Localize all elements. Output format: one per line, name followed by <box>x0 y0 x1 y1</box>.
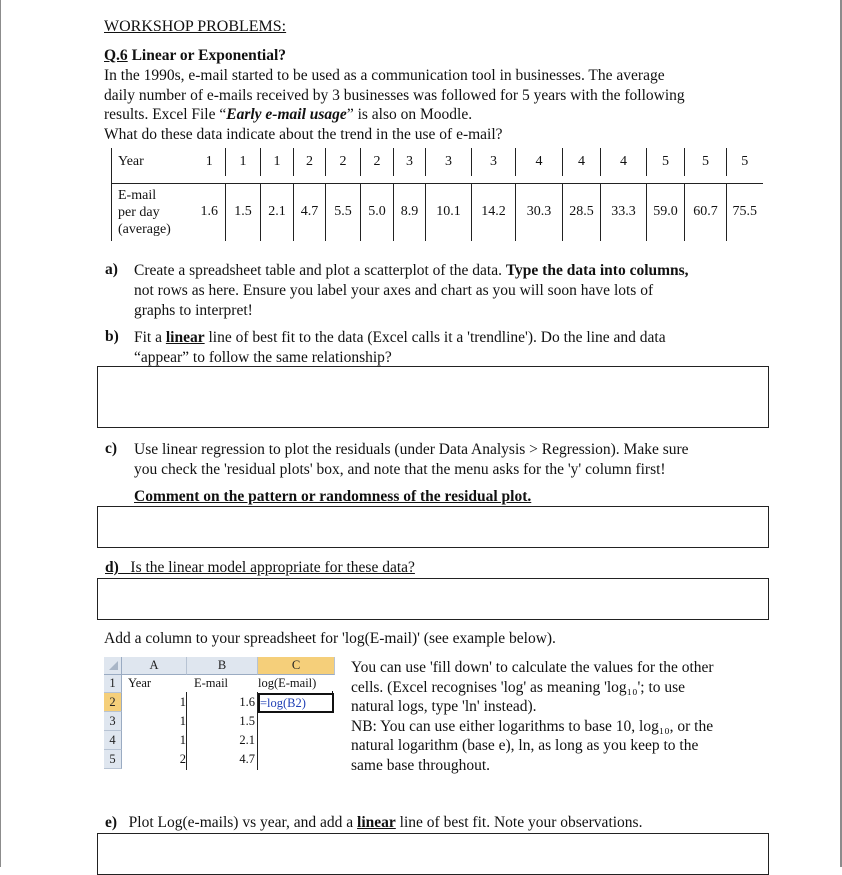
year-cell: 5 <box>727 148 763 176</box>
excel-email-cell: 1.5 <box>239 714 255 728</box>
intro-filename: Early e-mail usage <box>226 106 347 123</box>
part-b-line-1 <box>134 328 666 348</box>
question-title-text: Linear or Exponential? <box>131 47 287 64</box>
answer-box-c[interactable] <box>97 506 769 548</box>
email-cell: 5.0 <box>361 183 394 241</box>
excel-cell-border <box>332 691 333 713</box>
part-a-text <box>134 261 689 321</box>
part-b-line-2: “appear” to follow the same relationship? <box>134 349 392 366</box>
year-cell: 4 <box>563 148 601 176</box>
email-cell: 8.9 <box>394 183 426 241</box>
year-row-label: Year <box>112 148 194 176</box>
excel-row-number: 4 <box>104 731 122 750</box>
intro-line-4: What do these data indicate about the trend in the use of e-mail? <box>104 126 503 143</box>
excel-year-cell: 2 <box>179 752 186 766</box>
year-cell: 4 <box>516 148 563 176</box>
excel-email-cell: 2.1 <box>239 733 255 747</box>
year-cell: 1 <box>205 154 213 169</box>
email-label-line-2: per day <box>118 204 160 220</box>
log-intro: Add a column to your spreadsheet for 'log(E-mail)' (see example below). <box>104 630 556 647</box>
excel-year-cell: 1 <box>179 714 186 728</box>
log-note-line-3: natural logs, type 'ln' instead). <box>351 698 537 716</box>
email-cell: 5.5 <box>326 183 361 241</box>
email-cell: 1.6 <box>200 204 218 220</box>
part-b-text <box>134 328 666 368</box>
part-e-marker: e) <box>105 814 118 831</box>
log-notes <box>351 658 714 776</box>
email-cell: 59.0 <box>647 183 685 241</box>
answer-box-e[interactable] <box>97 833 769 875</box>
part-c-line-2: you check the 'residual plots' box, and note that the menu asks for the 'y' column first! <box>134 461 666 478</box>
intro-line-2: daily number of e-mails received by 3 businesses was followed for 5 years with the following <box>104 87 685 104</box>
email-row <box>112 183 763 241</box>
year-cell: 3 <box>426 148 472 176</box>
email-cell: 14.2 <box>472 183 516 241</box>
part-c-marker: c) <box>105 440 118 457</box>
excel-year-cell: 1 <box>179 733 186 747</box>
part-b-line-1-start: Fit a <box>134 329 166 346</box>
excel-corner <box>104 657 122 675</box>
year-cell: 5 <box>647 148 685 176</box>
excel-example <box>104 657 340 773</box>
excel-cell-border <box>186 692 187 770</box>
year-row <box>112 148 763 176</box>
intro-line-3-start: results. Excel File “ <box>104 106 227 123</box>
excel-row-number: 1 <box>104 675 122 693</box>
part-a-line-1-start: Create a spreadsheet table and plot a scatterplot of the data. <box>134 262 506 279</box>
part-c-line-3: Comment on the pattern or randomness of the residual plot. <box>134 488 532 505</box>
log-note-line-6: same base throughout. <box>351 756 491 774</box>
year-cell: 1 <box>226 148 261 176</box>
email-cell: 10.1 <box>426 183 472 241</box>
part-b-linear: linear <box>165 329 205 346</box>
part-a-emphasis: Type the data into columns, <box>505 262 689 279</box>
excel-year-cell: 1 <box>179 695 186 709</box>
intro-line-3-end: ” is also on Moodle. <box>346 106 473 123</box>
intro-line-3 <box>104 105 472 125</box>
excel-row-number: 5 <box>104 750 122 769</box>
part-b-line-1-end: line of best fit to the data (Excel calls it a 'trendline'). Do the line and data <box>204 329 666 346</box>
log-note-line-4: NB: You can use either logarithms to base 10, log₁₀, or the <box>351 717 714 735</box>
email-cell: 2.1 <box>261 183 294 241</box>
excel-formula-cell[interactable]: =log(B2) <box>258 693 334 713</box>
year-cell: 3 <box>394 148 426 176</box>
log-note-line-2: cells. (Excel recognises 'log' as meaning 'log₁₀'; to use <box>351 678 686 696</box>
page-heading: WORKSHOP PROBLEMS: <box>104 18 287 35</box>
part-d-line-1: Is the linear model appropriate for these data? <box>130 559 415 576</box>
part-e-line-start: Plot Log(e-mails) vs year, and add a <box>128 814 358 831</box>
year-cell: 2 <box>361 148 394 176</box>
answer-box-b[interactable] <box>97 366 769 428</box>
email-row-label <box>112 183 194 241</box>
question-title <box>104 47 286 65</box>
year-cell: 1 <box>261 148 294 176</box>
intro-line-1: In the 1990s, e-mail started to be used as a communication tool in businesses. The average <box>104 67 665 84</box>
email-cell: 60.7 <box>685 183 727 241</box>
excel-header-email: E-mail <box>194 676 229 690</box>
log-note-line-1: You can use 'fill down' to calculate the values for the other <box>351 659 714 676</box>
part-d-heading <box>105 559 415 577</box>
email-label-line-3: (average) <box>118 221 171 237</box>
log-note-line-5: natural logarithm (base e), ln, as long as you keep to the <box>351 737 699 755</box>
part-e-heading <box>105 814 642 832</box>
question-number: Q.6 <box>104 47 128 64</box>
part-d-marker: d) <box>105 559 119 576</box>
email-label-line-1: E-mail <box>118 187 157 203</box>
excel-header-year: Year <box>128 676 152 690</box>
excel-row-number: 3 <box>104 712 122 731</box>
year-cell: 5 <box>685 148 727 176</box>
part-c-text <box>134 440 689 507</box>
part-a-marker: a) <box>105 261 118 278</box>
answer-box-d[interactable] <box>97 578 769 620</box>
excel-email-cell: 4.7 <box>239 752 255 766</box>
year-cell: 2 <box>294 148 326 176</box>
email-cell: 75.5 <box>727 183 763 241</box>
excel-column-a: A <box>122 657 187 675</box>
part-c-line-1: Use linear regression to plot the residuals (under Data Analysis > Regression). Make sure <box>134 441 689 458</box>
data-table <box>111 148 763 241</box>
part-a-line-2: not rows as here. Ensure you label your axes and chart as you will soon have lots of <box>134 282 654 299</box>
excel-column-b: B <box>187 657 258 675</box>
part-a-line-3: graphs to interpret! <box>134 302 253 319</box>
email-cell: 1.5 <box>226 183 261 241</box>
part-b-marker: b) <box>105 328 119 345</box>
part-e-linear: linear <box>357 814 396 831</box>
part-e-line-end: line of best fit. Note your observations. <box>395 814 643 831</box>
part-a-line-1 <box>134 261 689 281</box>
email-cell: 4.7 <box>294 183 326 241</box>
excel-header-log: log(E-mail) <box>258 676 317 690</box>
excel-email-cell: 1.6 <box>239 695 255 709</box>
table-spacer-row <box>112 176 763 183</box>
year-cell: 2 <box>326 148 361 176</box>
email-cell: 33.3 <box>601 183 647 241</box>
excel-column-c: C <box>258 657 335 675</box>
email-cell: 30.3 <box>516 183 563 241</box>
year-cell: 3 <box>472 148 516 176</box>
year-cell: 4 <box>601 148 647 176</box>
excel-row-number: 2 <box>104 693 122 712</box>
page-left-border <box>0 0 1 867</box>
email-cell: 28.5 <box>563 183 601 241</box>
